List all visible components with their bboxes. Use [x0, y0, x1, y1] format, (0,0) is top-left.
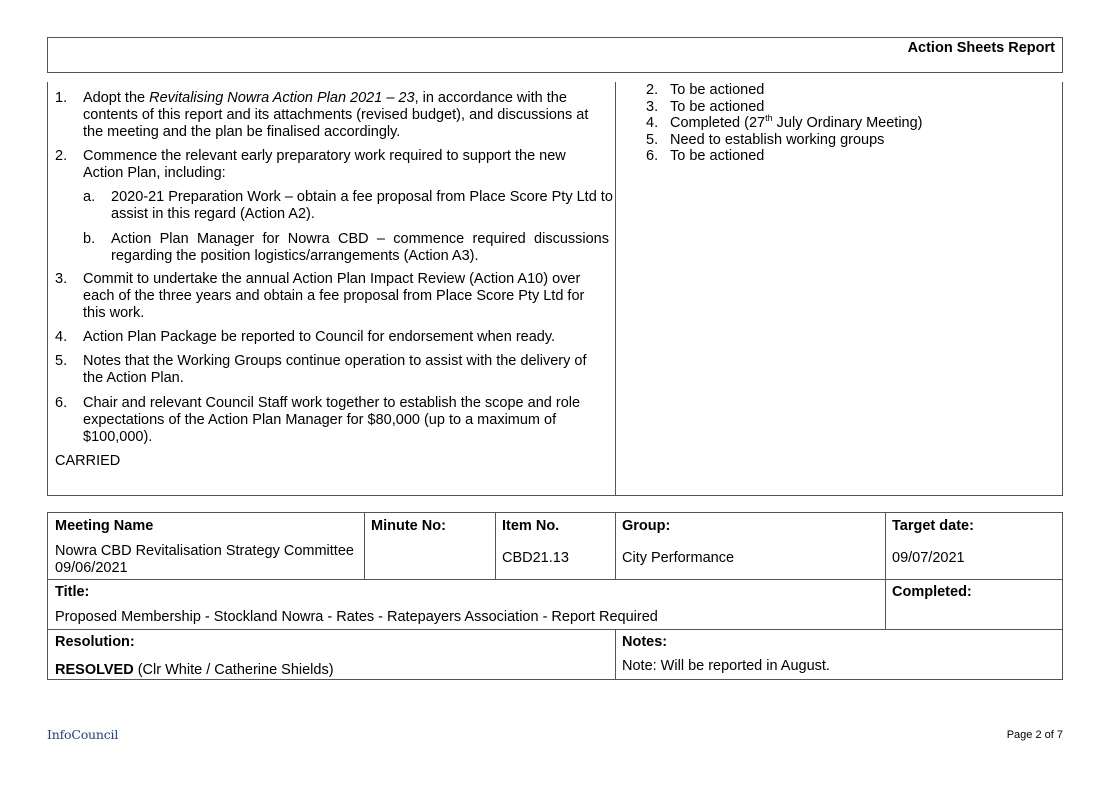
item-number: 6.	[55, 395, 68, 411]
item-no-value: CBD21.13	[502, 550, 569, 566]
item-line: Action Plan Package be reported to Council for endorsement when ready.	[83, 329, 556, 345]
grid-line	[495, 513, 496, 579]
sub-item-letter: b.	[83, 231, 96, 247]
notes-label: Notes:	[622, 634, 668, 650]
report-title: Action Sheets Report	[907, 40, 1055, 56]
item-number: 2.	[55, 148, 68, 164]
item-line: Notes that the Working Groups continue operation to assist with the delivery of	[83, 353, 587, 369]
grid-line	[364, 513, 365, 579]
completed-label: Completed:	[892, 584, 972, 600]
resolution-value: RESOLVED (Clr White / Catherine Shields)	[55, 662, 334, 678]
page-number: Page 2 of 7	[1006, 729, 1063, 741]
item-line: Chair and relevant Council Staff work together to establish the scope and role	[83, 395, 581, 411]
item-line: contents of this report and its attachments (revised budget), and discussions at	[83, 106, 589, 123]
item-line: each of the three years and obtain a fee proposal from Place Score Pty Ltd for	[83, 287, 585, 304]
item-number: 3.	[55, 271, 68, 287]
item-line: expectations of the Action Plan Manager for $80,000 (up to a maximum of	[83, 411, 557, 428]
item-number: 5.	[55, 353, 68, 369]
title-value: Proposed Membership - Stockland Nowra - Rates - Ratepayers Association - Report Required	[55, 609, 658, 625]
item-number: 4.	[55, 329, 68, 345]
report-header	[47, 37, 1063, 73]
meeting-name-label: Meeting Name	[55, 518, 154, 534]
target-date-value: 09/07/2021	[892, 550, 965, 566]
grid-line	[885, 513, 886, 629]
grid-line	[615, 629, 616, 679]
grid-line	[48, 629, 1062, 630]
title-label: Title:	[55, 584, 90, 600]
notes-list: 2. To be actioned 3. To be actioned 4. Completed (27th July Ordinary Meeting) 5. Need to establish working groups 6. To be actioned	[646, 82, 923, 165]
sub-item-line: 2020-21 Preparation Work – obtain a fee proposal from Place Score Pty Ltd to	[111, 189, 613, 205]
group-value: City Performance	[622, 550, 735, 566]
item-line: Commence the relevant early preparatory work required to support the new	[83, 148, 566, 164]
resolution-section	[47, 82, 1063, 496]
item-line: $100,000).	[83, 428, 153, 445]
item-no-label: Item No.	[502, 518, 560, 534]
resolution-label: Resolution:	[55, 634, 135, 650]
sub-item-line: assist in this regard (Action A2).	[111, 205, 315, 222]
item-number: 1.	[55, 90, 68, 106]
item-line: Action Plan, including:	[83, 164, 226, 181]
notes-value: Note: Will be reported in August.	[622, 658, 830, 674]
group-label: Group:	[622, 518, 671, 534]
column-divider	[615, 82, 616, 495]
action-table	[47, 512, 1063, 680]
item-line: this work.	[83, 304, 145, 321]
item-line: the meeting and the plan be finalised accordingly.	[83, 123, 401, 140]
target-date-label: Target date:	[892, 518, 974, 534]
item-line: Commit to undertake the annual Action Plan Impact Review (Action A10) over	[83, 271, 581, 287]
grid-line	[48, 579, 1062, 580]
sub-item-line: Action Plan Manager for Nowra CBD – commence required discussions	[111, 231, 609, 247]
sub-item-letter: a.	[83, 189, 96, 205]
infocouncil-logo: InfoCouncil	[47, 727, 119, 742]
resolution-list	[55, 82, 613, 492]
resolution-status: CARRIED	[55, 453, 121, 469]
item-line: Adopt the Revitalising Nowra Action Plan 2021 – 23, in accordance with the	[83, 90, 567, 106]
grid-line	[615, 513, 616, 579]
minute-no-label: Minute No:	[371, 518, 446, 534]
plan-name: Revitalising Nowra Action Plan 2021 – 23	[149, 90, 415, 106]
sub-item-line: regarding the position logistics/arrangements (Action A3).	[111, 247, 479, 264]
meeting-name-value: Nowra CBD Revitalisation Strategy Committee 09/06/2021	[55, 543, 354, 576]
item-line: the Action Plan.	[83, 369, 184, 386]
